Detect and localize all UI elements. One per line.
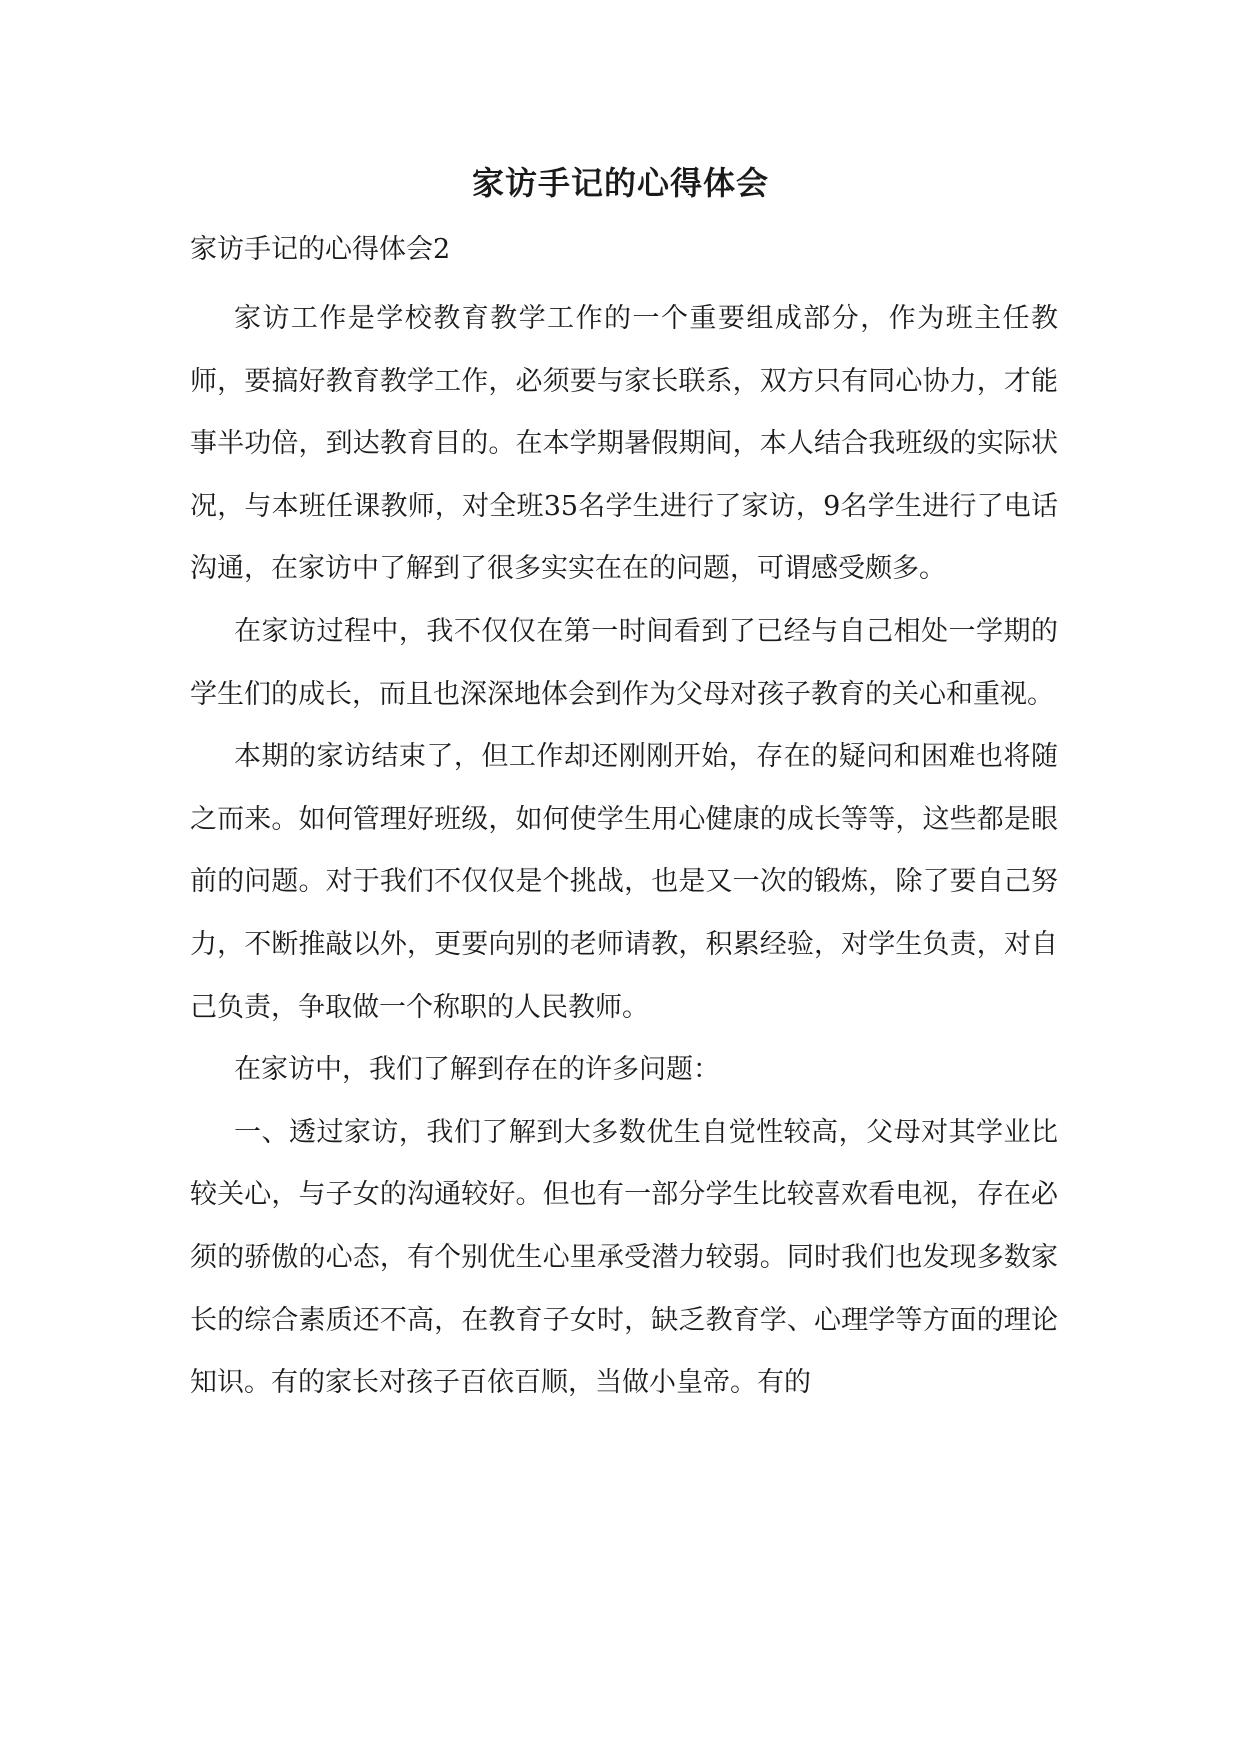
document-subtitle: 家访手记的心得体会2 <box>190 234 451 265</box>
paragraph: 在家访中，我们了解到存在的许多问题： <box>234 1054 720 1086</box>
document-body <box>190 288 1058 1415</box>
paragraph: 在家访过程中，我不仅仅在第一时间看到了已经与自己相处一学期的学生们的成长，而且也深深地体会到作为父母对孩子教育的关心和重视。 <box>190 615 1058 710</box>
paragraph: 一、透过家访，我们了解到大多数优生自觉性较高，父母对其学业比较关心，与子女的沟通较好。但也有一部分学生比较喜欢看电视，存在必须的骄傲的心态，有个别优生心里承受潜力较弱。同时我们也发现多数家长的综合素质还不高，在教育子女时，缺乏教育学、心理学等方面的理论知识。有的家长对孩子百依百顺，当做小皇帝。有的 <box>190 1116 1058 1399</box>
document-title: 家访手记的心得体会 <box>471 164 769 202</box>
paragraph: 本期的家访结束了，但工作却还刚刚开始，存在的疑问和困难也将随之而来。如何管理好班级，如何使学生用心健康的成长等等，这些都是眼前的问题。对于我们不仅仅是个挑战，也是又一次的锻炼，除了要自己努力，不断推敲以外，更要向别的老师请教，积累经验，对学生负责，对自己负责，争取做一个称职的人民教师。 <box>190 741 1058 1023</box>
paragraph: 家访工作是学校教育教学工作的一个重要组成部分，作为班主任教师，要搞好教育教学工作，必须要与家长联系，双方只有同心协力，才能事半功倍，到达教育目的。在本学期暑假期间，本人结合我班级的实际状况，与本班任课教师，对全班35名学生进行了家访，9名学生进行了电话沟通，在家访中了解到了很多实实在在的问题，可谓感受颇多。 <box>190 303 1058 585</box>
